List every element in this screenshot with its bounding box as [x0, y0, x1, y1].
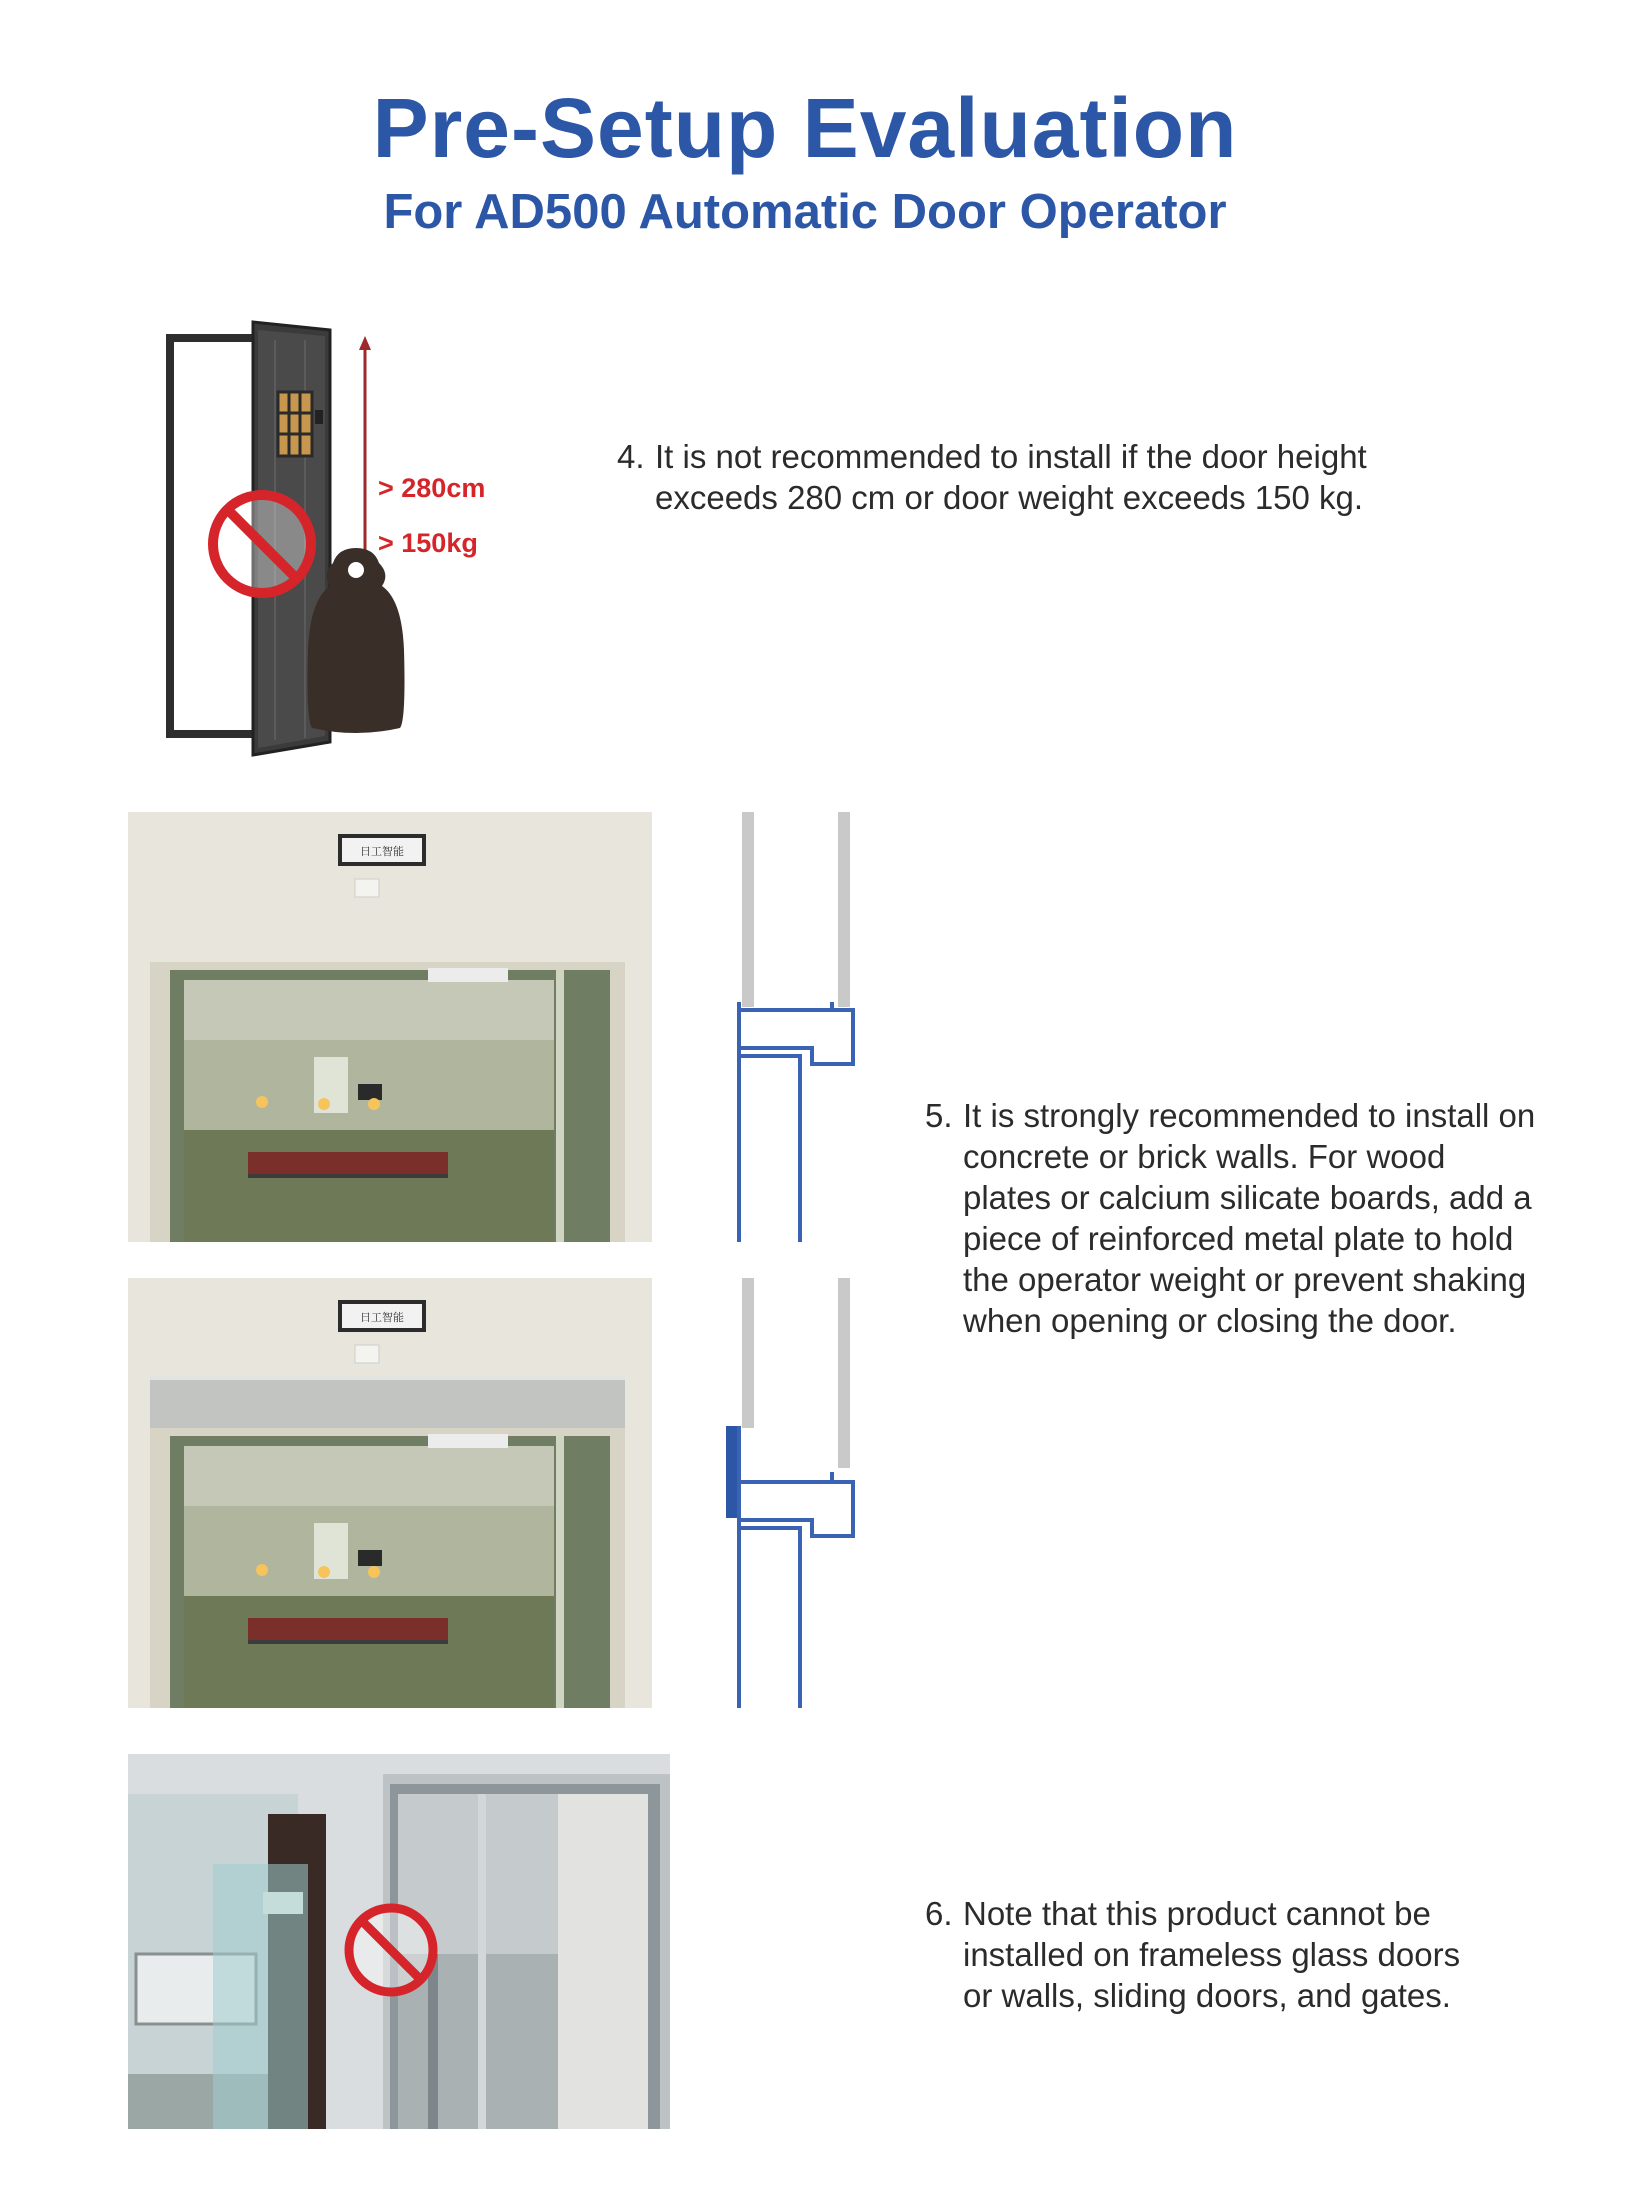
note-4 [617, 436, 1417, 518]
glass-door-photo [128, 1754, 670, 2129]
note-5 [925, 1095, 1545, 1341]
wall-section-diagram [720, 812, 870, 1242]
page-title: Pre-Setup Evaluation [372, 81, 1238, 175]
height-limit-label: > 280cm [378, 473, 486, 503]
note-4-number: 4. [617, 438, 645, 475]
note-6-number: 6. [925, 1895, 953, 1932]
doorway-photo-with-plate [128, 1278, 652, 1708]
sign-text: 日工智能 [360, 1312, 404, 1324]
note-5-number: 5. [925, 1097, 953, 1134]
sign-text: 日工智能 [360, 846, 404, 858]
note-4-text: It is not recommended to install if the door height exceeds 280 cm or door weight exceeds 150 kg. [655, 438, 1367, 516]
doorway-photo-without-plate [128, 812, 652, 1242]
note-6 [925, 1893, 1545, 2016]
no-entry-icon [349, 1908, 433, 1992]
no-entry-icon [213, 495, 311, 593]
note-5-text: It is strongly recommended to install on concrete or brick walls. For wood plates or calcium silicate boards, add a piece of reinforced metal plate to hold the operator weight or prevent shaking when opening or closing the door. [963, 1097, 1536, 1339]
door-weight-illustration [150, 310, 550, 770]
page-subtitle: For AD500 Automatic Door Operator [383, 185, 1227, 239]
note-6-text: Note that this product cannot be installed on frameless glass doors or walls, sliding doors, and gates. [963, 1895, 1461, 2014]
wall-section-diagram-with-plate [720, 1278, 870, 1708]
weight-limit-label: > 150kg [378, 528, 478, 558]
